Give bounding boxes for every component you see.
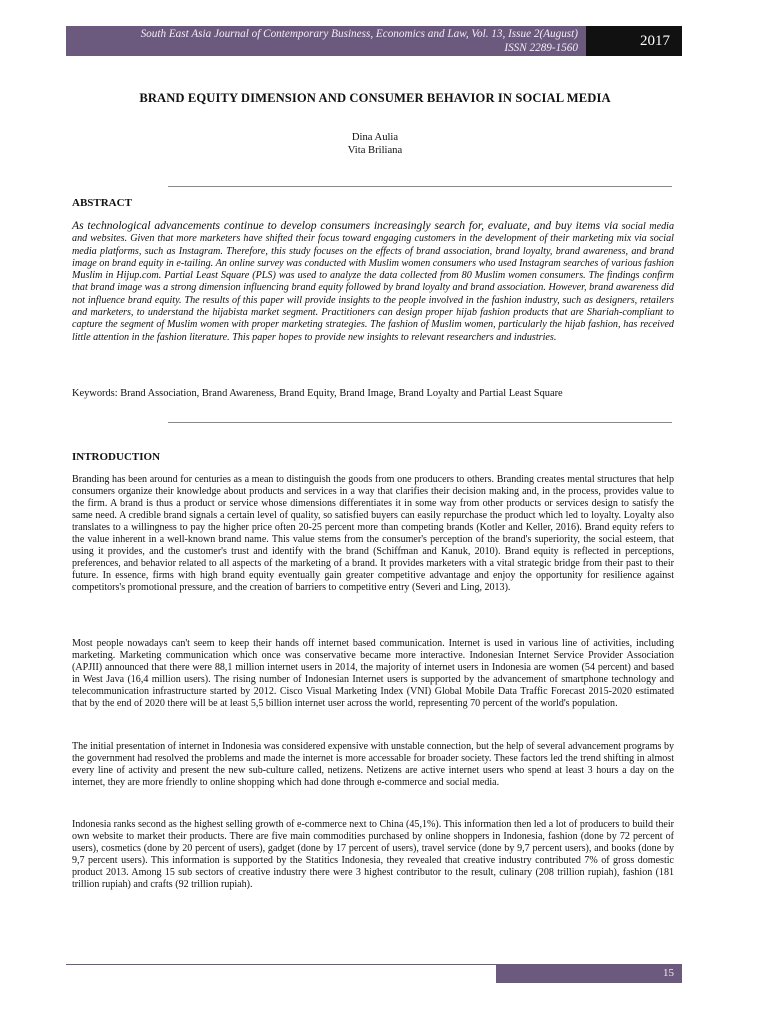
footer-rule — [66, 964, 496, 965]
journal-header — [66, 26, 586, 56]
body-paragraph: Branding has been around for centuries as a mean to distinguish the goods from one producers to others. Branding creates mental structures that help consumers organize their knowledge about products and services in a way that clarifies their decision making and, in the process, provides value to the firm. A brand is thus a product or service whose dimensions differentiates it in some way from other products or services design to satisfy the same need. A credible brand signals a certain level of quality, so satisfied buyers can easily repurchase the product which led to loyalty. Loyalty also translates to a willingness to pay the higher price often 20-25 percent more than competing brands (Kotler and Keller, 2016). Brand equity refers to the value inherent in a well-known brand name. This value stems from the consumer's perception of the brand's superiority, the social esteem, that using it provides, and the customer's trust and identify with the brand (Schiffman and Kanuk, 2010). Brand equity is reflected in perceptions, preferences, and behavior related to all aspects of the marketing of a brand. It provides marketers with a vital strategic bridge from their past to their future. In essence, firms with high brand equity eventually gain greater competitive advantage and enjoy the opportunity for resilience against competitors's promotional pressure, and the creation of barriers to competitive entry (Severi and Ling, 2013). — [72, 474, 674, 593]
body-paragraph: Most people nowadays can't seem to keep their hands off internet based communication. Internet is used in various line of activities, including marketing. Marketing communication which once was conservative became more interactive. Indonesian Internet Service Provider Association (APJII) announced that there were 88,1 million internet users in 2014, the majority of internet users in Indonesia are women (54 percent) and based in West Java (16,4 million users). The rising number of Indonesian Internet users is supported by the advancement of smartphone technology and telecommunication infrastructure started by 2012. Cisco Visual Marketing Index (VNI) Global Mobile Data Traffic Forecast 2015-2020 estimated that by the end of 2020 there will be at least 5,5 billion internet user across the world, representing 70 percent of the world's population. — [72, 638, 674, 709]
author-list — [72, 131, 678, 157]
journal-citation: South East Asia Journal of Contemporary Business, Economics and Law, Vol. 13, Issue 2(August) — [140, 28, 578, 40]
divider — [168, 422, 672, 423]
abstract-body: social media and websites. Given that more marketers have shifted their focus toward engaging customers in the development of their marketing mix via social media platforms, such as Instagram. Therefore, this study focuses on the effects of brand association, brand loyalty, brand awareness, and brand image on brand equity in e-tailing. An online survey was conducted with Muslim women consumers who used Instagram searches of various fashion Muslim in Hijup.com. Partial Least Square (PLS) was used to analyze the data collected from 80 Muslim women consumers. The findings confirm that brand image was a strong dimension influencing brand equity followed by brand loyalty and brand association. However, brand awareness did not influence brand equity. The results of this paper will provide insights to the people involved in the fashion industry, such as designers, retailers and marketers, to understand the hijabista market segment. Practitioners can design proper hijab fashion products that are Shariah-compliant to capture the segment of Muslim women with proper marketing strategies. The fashion of Muslim women, particularly the hijab fashion, has received little attention in the fashion literature. This paper hopes to provide new insights to relevant researchers and industries. — [72, 221, 675, 343]
author-name: Vita Briliana — [347, 145, 403, 156]
journal-issn: ISSN 2289-1560 — [504, 42, 578, 54]
introduction-heading: INTRODUCTION — [72, 451, 161, 463]
abstract-heading: ABSTRACT — [72, 197, 132, 209]
author-name: Dina Aulia — [351, 132, 399, 143]
abstract-lead: As technological advancements continue to develop consumers increasingly search for, evaluate, and buy items via — [72, 219, 619, 232]
paper-title: BRAND EQUITY DIMENSION AND CONSUMER BEHAVIOR IN SOCIAL MEDIA — [139, 91, 611, 105]
abstract-text — [72, 220, 674, 344]
divider — [168, 186, 672, 187]
page-number: 15 — [496, 964, 682, 983]
publication-year: 2017 — [586, 26, 682, 56]
body-paragraph: The initial presentation of internet in Indonesia was considered expensive with unstable connection, but the help of several advancement programs by the government had resolved the problems and made the internet is more accessable for broader society. These factors led the trend shifting in almost every line of activity and present the new sub-culture called, netizens. Netizens are active internet users who spend at least 3 hours a day on the internet, they are more friendly to online shopping which had done through e-commerce and social media. — [72, 741, 674, 788]
body-paragraph: Indonesia ranks second as the highest selling growth of e-commerce next to China (45,1%). This information then led a lot of producers to build their own website to market their products. There are five main commodities purchased by online shoppers in Indonesia, fashion (done by 72 percent of users), cosmetics (done by 20 percent of users), gadget (done by 17 percent of users), travel service (done by 9,7 percent users), and books (done by 9,7 percent users). This information is supported by the Statitics Indonesia, they revealed that creative industry contributed 7% of gross domestic product 2013. Among 15 sub sectors of creative industry there were 3 highest contributor to the result, culinary (208 trillion rupiah), fashion (181 trillion rupiah) and crafts (92 trillion rupiah). — [72, 819, 674, 890]
keywords: Keywords: Brand Association, Brand Awareness, Brand Equity, Brand Image, Brand Loyalty and Partial Least Square — [72, 388, 563, 399]
